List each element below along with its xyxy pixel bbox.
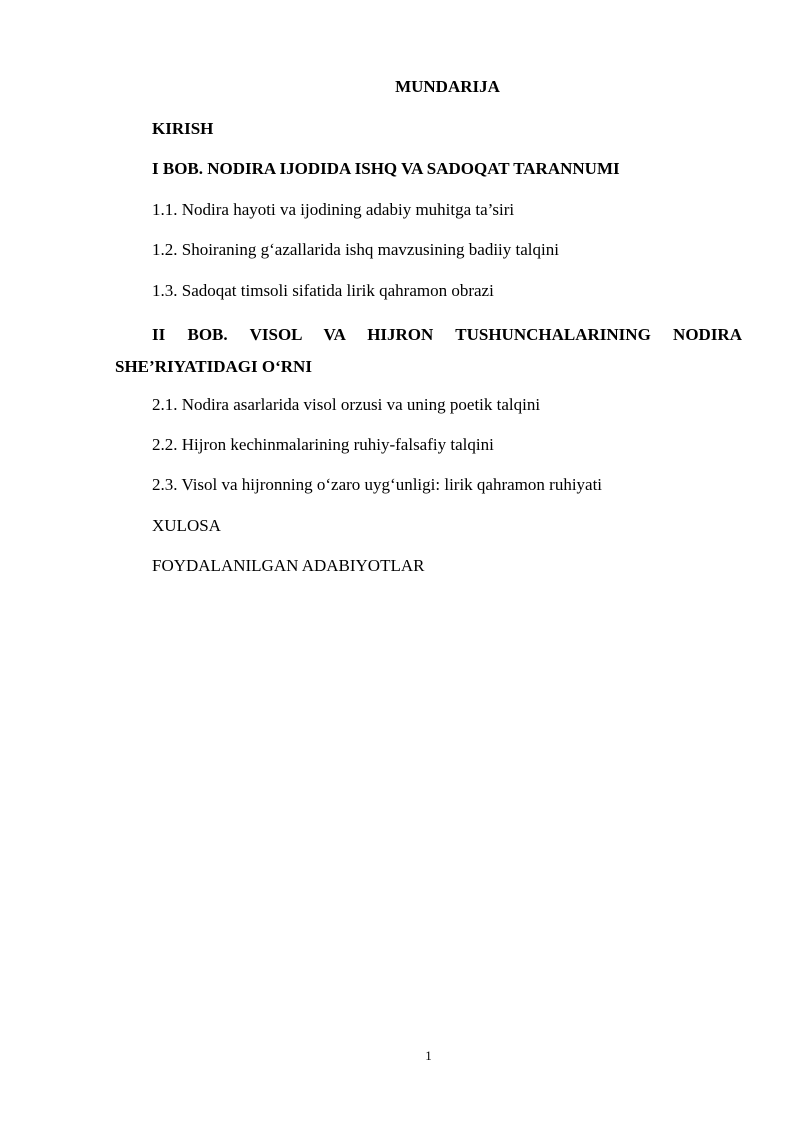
toc-entry-chapter-1: I BOB. NODIRA IJODIDA ISHQ VA SADOQAT TARANNUMI [152,159,620,178]
toc-entry-chapter-2-line-2: SHE’RIYATIDAGI O‘RNI [115,357,312,376]
toc-entry-section-1-1: 1.1. Nodira hayoti va ijodining adabiy muhitga ta’siri [152,200,515,219]
toc-entry-section-2-1: 2.1. Nodira asarlarida visol orzusi va uning poetik talqini [152,395,541,414]
toc-entry-chapter-2 [115,319,742,383]
toc-entry-section-2-3: 2.3. Visol va hijronning o‘zaro uyg‘unligi: lirik qahramon ruhiyati [152,475,603,494]
toc-entry-chapter-2-line-1: II BOB. VISOL VA HIJRON TUSHUNCHALARINING NODIRA [152,325,742,344]
toc-entry-section-1-2: 1.2. Shoiraning g‘azallarida ishq mavzusining badiiy talqini [152,240,559,259]
toc-entry-intro: KIRISH [152,119,214,138]
toc-entry-section-1-3: 1.3. Sadoqat timsoli sifatida lirik qahramon obrazi [152,281,494,300]
toc-entry-conclusion: XULOSA [152,516,221,535]
toc-entry-section-2-2: 2.2. Hijron kechinmalarining ruhiy-falsafiy talqini [152,435,494,454]
toc-entry-references: FOYDALANILGAN ADABIYOTLAR [152,556,425,575]
toc-title: MUNDARIJA [395,77,500,96]
page-number: 1 [425,1048,432,1063]
